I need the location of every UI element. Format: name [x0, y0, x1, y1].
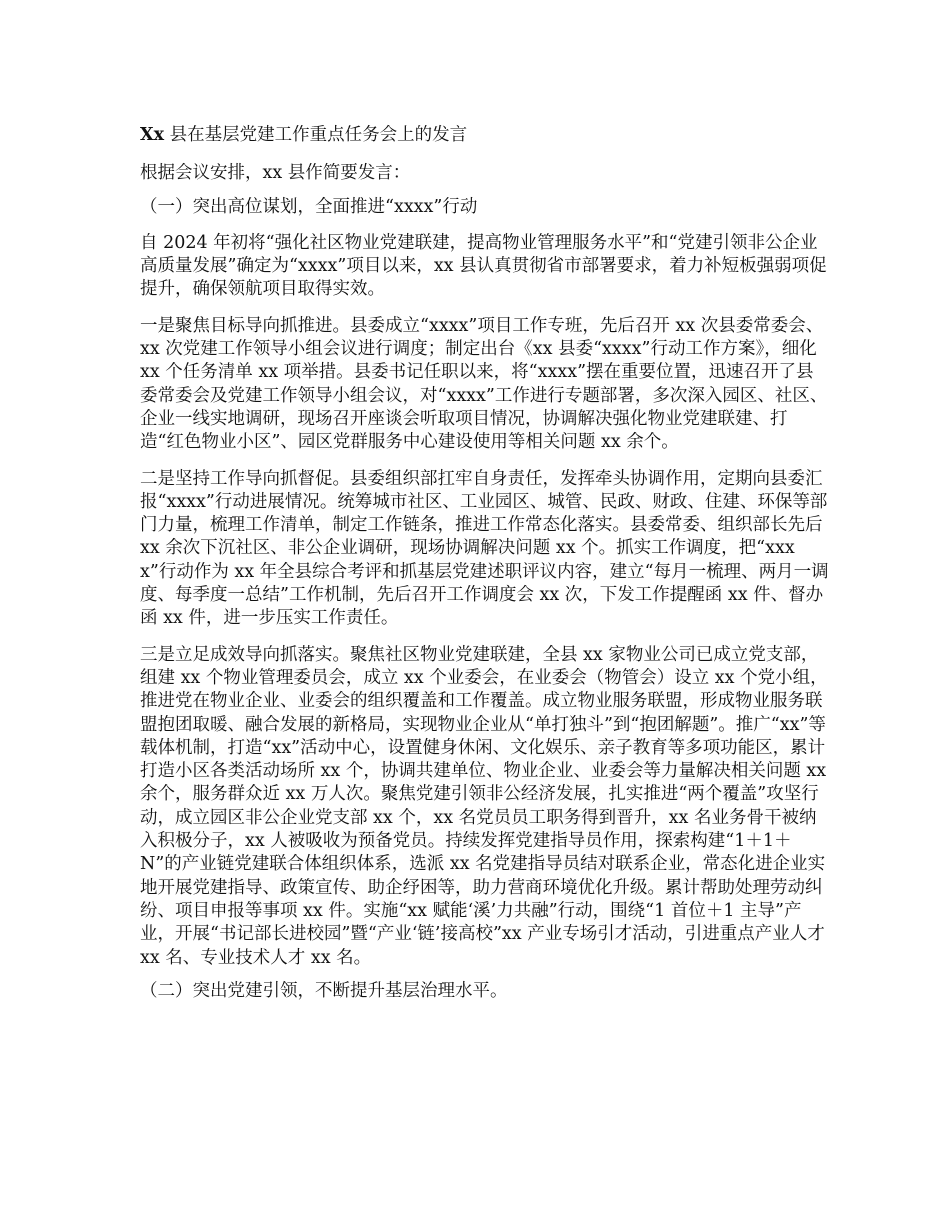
document-title — [140, 124, 830, 147]
paragraph-3: 二是坚持工作导向抓督促。县委组织部扛牢自身责任，发挥牵头协调作用，定期向县委汇报“xxxx”行动进展情况。统筹城市社区、工业园区、城管、民政、财政、住建、环保等部门力量，梳理工作清单，制定工作链条，推进工作常态化落实。县委常委、组织部长先后 xx 余次下沉社区、非公企业调研，现场协调解决问题 xx 个。抓实工作调度，把“xxxx”行动作为 xx 年全县综合考评和抓基层党建述职评议内容，建立“每月一梳理、两月一调度、每季度一总结”工作机制，先后召开工作调度会 xx 次，下发工作提醒函 xx 件、督办函 xx 件，进一步压实工作责任。 — [140, 468, 829, 629]
section-heading-2: （二）突出党建引领，不断提升基层治理水平。 — [140, 980, 508, 1001]
title-prefix: Xx — [140, 125, 165, 145]
document-body — [140, 124, 830, 1003]
intro-paragraph: 根据会议安排，xx 县作简要发言： — [140, 163, 411, 184]
title-text: 县在基层党建工作重点任务会上的发言 — [164, 125, 468, 145]
paragraph-2: 一是聚焦目标导向抓推进。县委成立“xxxx”项目工作专班，先后召开 xx 次县委常委会、xx 次党建工作领导小组会议进行调度；制定出台《xx 县委“xxxx”行动工作方案》，细化 xx 个任务清单 xx 项举措。县委书记任职以来，将“xxxx”摆在重要位置，迅速召开了县委常委会及党建工作领导小组会议，对“xxxx”工作进行专题部署，多次深入园区、社区、企业一线实地调研，现场召开座谈会听取项目情况，协调解决强化物业党建联建、打造“红色物业小区”、园区党群服务中心建设使用等相关问题 xx 余个。 — [140, 315, 828, 453]
paragraph-4: 三是立足成效导向抓落实。聚焦社区物业党建联建，全县 xx 家物业公司已成立党支部，组建 xx 个物业管理委员会，成立 xx 个业委会，在业委会（物管会）设立 xx 个党小组，推进党在物业企业、业委会的组织覆盖和工作覆盖。成立物业服务联盟，形成物业服务联盟抱团取暖、融合发展的新格局，实现物业企业从“单打独斗”到“抱团解题”。推广“xx”等载体机制，打造“xx”活动中心，设置健身休闲、文化娱乐、亲子教育等多项功能区，累计打造小区各类活动场所 xx 个，协调共建单位、物业企业、业委会等力量解决相关问题 xx 余个，服务群众近 xx 万人次。聚焦党建引领非公经济发展，扎实推进“两个覆盖”攻坚行动，成立园区非公企业党支部 xx 个，xx 名党员员工职务得到晋升，xx 名业务骨干被纳入积极分子，xx 人被吸收为预备党员。持续发挥党建指导员作用，探索构建“1＋1＋N”的产业链党建联合体组织体系，选派 xx 名党建指导员结对联系企业，常态化进企业实地开展党建指导、政策宣传、助企纾困等，助力营商环境优化升级。累计帮助处理劳动纠纷、项目申报等事项 xx 件。实施“xx 赋能‘溪’力共融”行动，围绕“1 首位＋1 主导”产业，开展“书记部长进校园”暨“产业‘链’接高校”xx 产业专场引才活动，引进重点产业人才 xx 名、专业技术人才 xx 名。 — [140, 644, 828, 968]
paragraph-1: 自 2024 年初将“强化社区物业党建联建，提高物业管理服务水平”和“党建引领非公企业高质量发展”确定为“xxxx”项目以来，xx 县认真贯彻省市部署要求，着力补短板强弱项促提升，确保领航项目取得实效。 — [140, 232, 827, 300]
section-heading-1: （一）突出高位谋划，全面推进“xxxx”行动 — [140, 196, 478, 217]
